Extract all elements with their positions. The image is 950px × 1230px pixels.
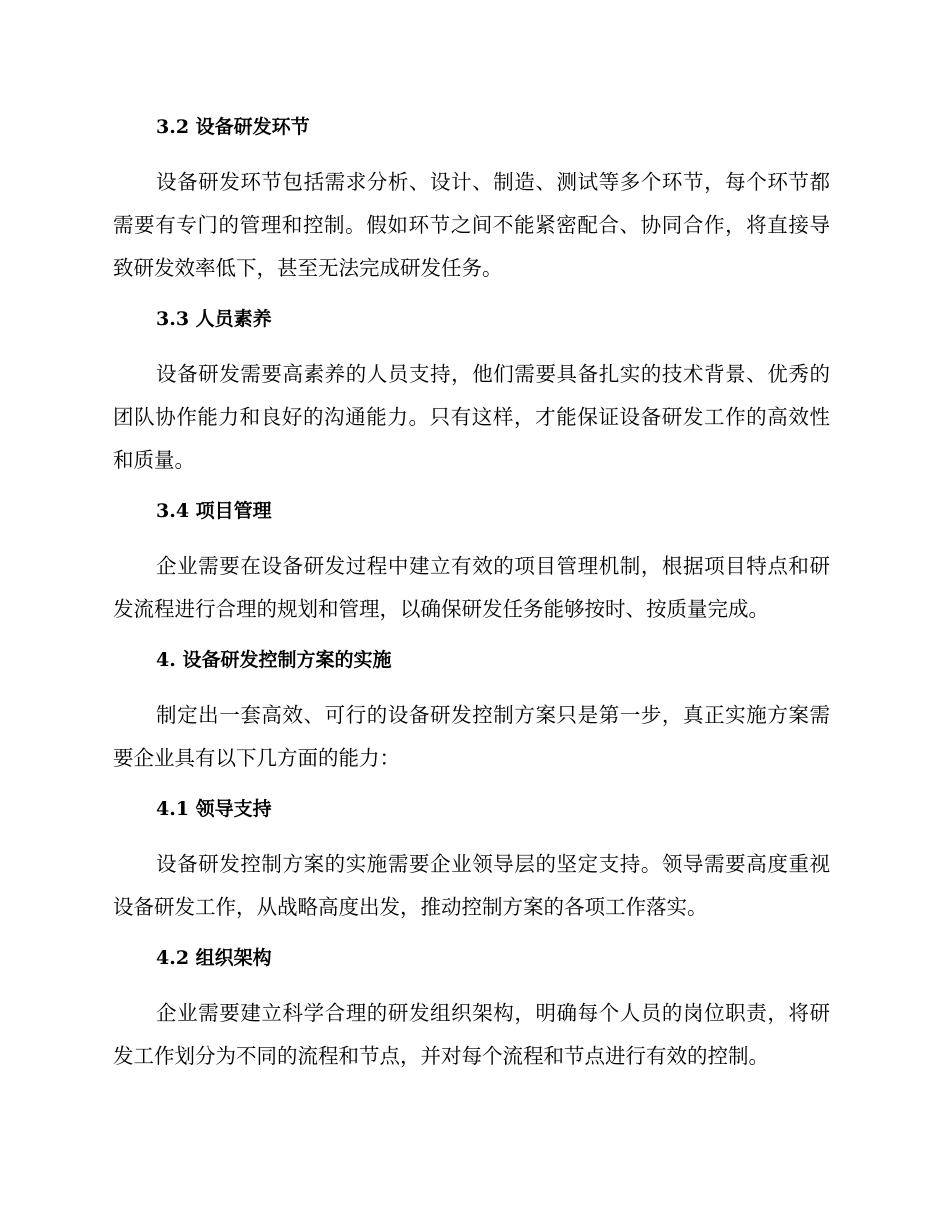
- section-heading-3-2: 3.2 设备研发环节: [156, 116, 310, 138]
- section-body-3-3: 设备研发需要高素养的人员支持，他们需要具备扎实的技术背景、优秀的团队协作能力和良好的沟通能力。只有这样，才能保证设备研发工作的高效性和质量。: [113, 362, 830, 472]
- section-body-4-1: 设备研发控制方案的实施需要企业领导层的坚定支持。领导需要高度重视设备研发工作，从战略高度出发，推动控制方案的各项工作落实。: [113, 852, 830, 919]
- section-heading-4: 4. 设备研发控制方案的实施: [156, 649, 392, 671]
- section-heading-4-1: 4.1 领导支持: [156, 798, 272, 820]
- section-heading-3-3: 3.3 人员素养: [156, 308, 272, 330]
- section-body-3-2: 设备研发环节包括需求分析、设计、制造、测试等多个环节，每个环节都需要有专门的管理和控制。假如环节之间不能紧密配合、协同合作，将直接导致研发效率低下，甚至无法完成研发任务。: [113, 170, 830, 280]
- section-body-4: 制定出一套高效、可行的设备研发控制方案只是第一步，真正实施方案需要企业具有以下几方面的能力：: [113, 703, 830, 770]
- document-content: [113, 112, 830, 1078]
- section-heading-3-4: 3.4 项目管理: [156, 500, 272, 522]
- section-body-3-4: 企业需要在设备研发过程中建立有效的项目管理机制，根据项目特点和研发流程进行合理的规划和管理，以确保研发任务能够按时、按质量完成。: [113, 554, 830, 621]
- section-heading-4-2: 4.2 组织架构: [156, 947, 272, 969]
- section-body-4-2: 企业需要建立科学合理的研发组织架构，明确每个人员的岗位职责，将研发工作划分为不同的流程和节点，并对每个流程和节点进行有效的控制。: [113, 1001, 830, 1068]
